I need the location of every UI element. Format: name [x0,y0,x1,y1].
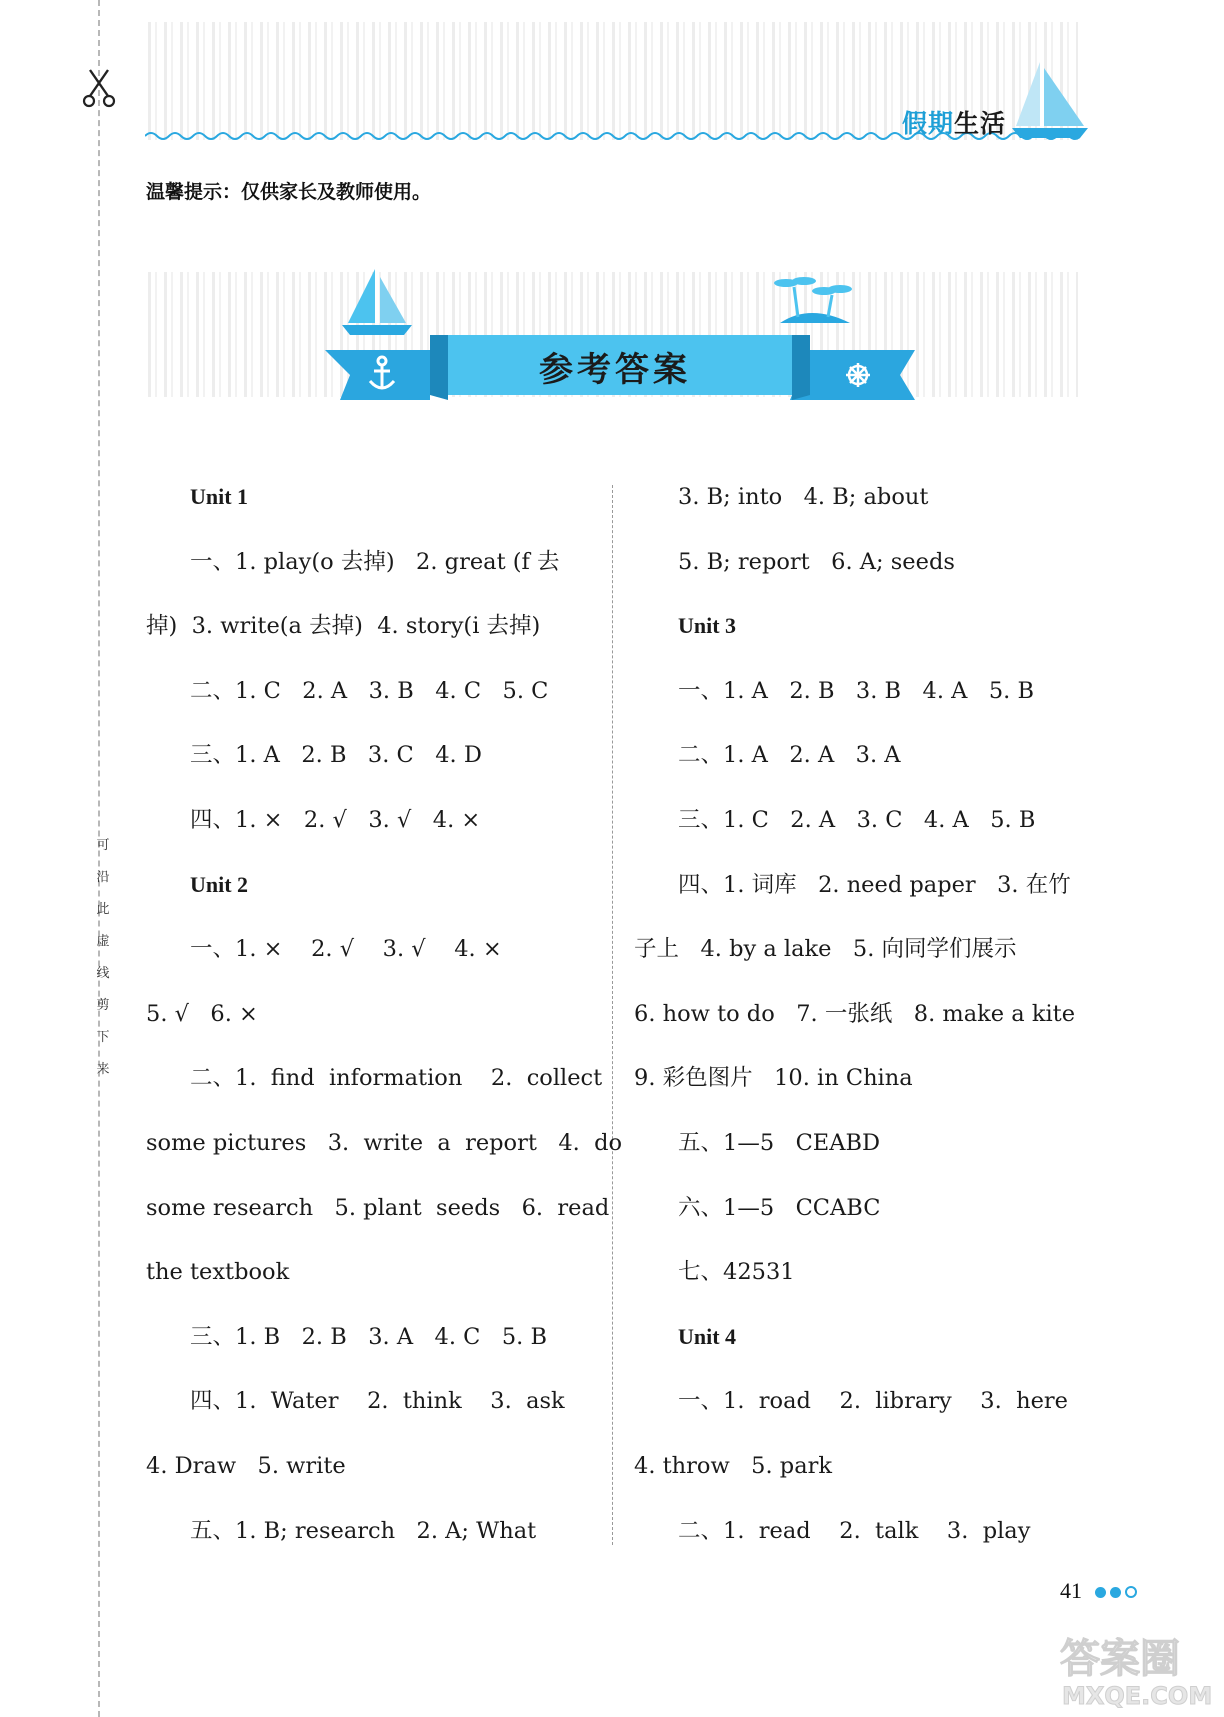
dot-icon [1095,1587,1106,1598]
answer-line: 二、1. A 2. A 3. A [678,742,901,769]
answer-line: 一、1. road 2. library 3. here [678,1388,1068,1415]
answer-line: 六、1—5 CCABC [678,1194,881,1221]
answer-line: 掉) 3. write(a 去掉) 4. story(i 去掉) [146,613,541,640]
watermark-logo [1050,1628,1220,1710]
brand-part1: 假期 [902,109,955,138]
answer-line: 二、1. find information 2. collect [190,1065,603,1092]
answer-line: 4. Draw 5. write [146,1452,346,1479]
answer-line: some pictures 3. write a report 4. do [146,1129,623,1156]
dot-icon [1110,1587,1121,1598]
answer-line: 四、1. 词库 2. need paper 3. 在竹 [678,871,1071,898]
answer-line: 子上 4. by a lake 5. 向同学们展示 [634,936,1017,963]
answer-line: 一、1. × 2. √ 3. √ 4. × [190,936,502,963]
answer-line: 4. throw 5. park [634,1452,832,1479]
dot-outline-icon [1125,1586,1137,1598]
answer-line: 3. B; into 4. B; about [678,484,929,510]
brand-part2: 生活 [954,109,1007,138]
left-answer-column [146,477,623,1575]
answer-line: 9. 彩色图片 10. in China [634,1065,913,1092]
answer-line: 二、1. read 2. talk 3. play [678,1517,1031,1544]
answer-line: 七、42531 [678,1259,795,1286]
unit-heading: Unit 1 [190,484,249,509]
sailboat-icon [1010,60,1090,140]
answer-line: 四、1. Water 2. think 3. ask [190,1388,565,1415]
answer-line: 5. √ 6. × [146,1000,258,1027]
svg-text:答案圈: 答案圈 [1060,1636,1180,1682]
answer-line: some research 5. plant seeds 6. read [146,1194,610,1221]
unit-heading: Unit 3 [678,613,737,639]
answer-line: 二、1. C 2. A 3. B 4. C 5. C [190,677,549,704]
answer-line: 5. B; report 6. A; seeds [678,548,955,575]
answer-line: the textbook [146,1259,290,1286]
answer-line: 五、1. B; research 2. A; What [190,1517,537,1544]
unit-heading: Unit 4 [678,1323,737,1349]
column-divider [612,485,613,1545]
unit-heading: Unit 2 [190,871,249,897]
answer-line: 三、1. A 2. B 3. C 4. D [190,742,482,769]
svg-text:MXQE.COM: MXQE.COM [1062,1682,1213,1710]
page-dots [1095,1583,1141,1602]
answer-line: 四、1. × 2. √ 3. √ 4. × [190,806,481,833]
page-number: 41 [1060,1578,1082,1603]
answer-line: 一、1. A 2. B 3. B 4. A 5. B [678,677,1035,704]
answer-line: 三、1. B 2. B 3. A 4. C 5. B [190,1323,547,1350]
notice-text: 温馨提示：仅供家长及教师使用。 [146,181,432,203]
answer-line: 五、1—5 CEABD [678,1129,881,1156]
scissors-icon [82,68,116,108]
brand-title [902,104,1006,140]
answer-line: 6. how to do 7. 一张纸 8. make a kite [634,1000,1076,1027]
banner-title: 参考答案 [539,350,691,390]
right-answer-column [634,477,1089,1575]
answer-line: 一、1. play(o 去掉) 2. great (f 去 [190,548,560,575]
answer-line: 三、1. C 2. A 3. C 4. A 5. B [678,806,1036,833]
cut-line-label: 可沿此虚线剪下来 [96,838,110,1077]
